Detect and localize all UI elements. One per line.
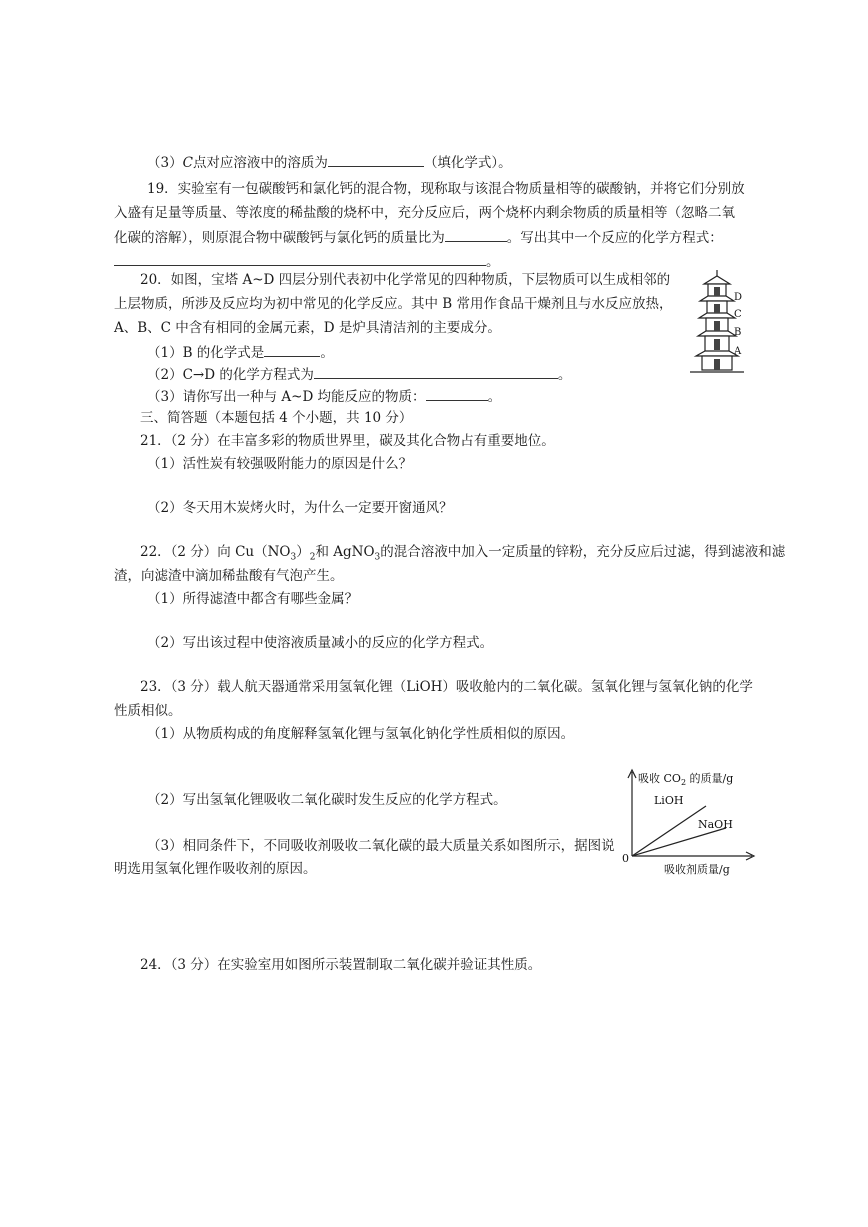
q22-part1: （1）所得滤渣中都含有哪些金属？ bbox=[147, 591, 359, 607]
answer-blank[interactable] bbox=[445, 227, 507, 242]
q19-line2: 入盛有足量等质量、等浓度的稀盐酸的烧杯中，充分反应后，两个烧杯内剩余物质的质量相等（忽略二氧 bbox=[114, 205, 735, 221]
pagoda-label-d: D bbox=[734, 292, 743, 303]
naoh-line bbox=[632, 828, 726, 856]
q20-line1: 20．如图，宝塔 A~D 四层分别代表初中化学常见的四种物质，下层物质可以生成相邻的 bbox=[140, 272, 671, 288]
q18-part3: （3）C点对应溶液中的溶质为 （填化学式）。 bbox=[147, 152, 512, 173]
lioh-line bbox=[632, 806, 706, 856]
q20-part2: （2）C→D 的化学方程式为 。 bbox=[147, 364, 571, 385]
q23-line2: 性质相似。 bbox=[114, 703, 182, 719]
answer-blank[interactable] bbox=[426, 386, 488, 401]
graph-xlabel: 吸收剂质量/g bbox=[664, 863, 730, 876]
answer-blank[interactable] bbox=[264, 342, 320, 357]
q22-part2: （2）写出该过程中使溶液质量减小的反应的化学方程式。 bbox=[147, 635, 494, 651]
series-label-naoh: NaOH bbox=[698, 818, 733, 831]
pagoda-figure bbox=[688, 268, 746, 376]
q24-stem: 24．（3 分）在实验室用如图所示装置制取二氧化碳并验证其性质。 bbox=[140, 957, 542, 973]
pagoda-label-a: A bbox=[734, 346, 742, 357]
q20-part1: （1）B 的化学式是 。 bbox=[147, 342, 334, 363]
q23-line1: 23．（3 分）载人航天器通常采用氢氧化锂（LiOH）吸收舱内的二氧化碳。氢氧化锂与氢氧化钠的化学 bbox=[140, 679, 753, 695]
q21-stem: 21．（2 分）在丰富多彩的物质世界里，碳及其化合物占有重要地位。 bbox=[140, 433, 555, 449]
answer-blank[interactable] bbox=[114, 251, 486, 266]
q19-line3: 化碳的溶解），则原混合物中碳酸钙与氯化钙的质量比为 。写出其中一个反应的化学方程式： bbox=[114, 227, 723, 248]
series-label-lioh: LiOH bbox=[654, 794, 684, 807]
q21-part1: （1）活性炭有较强吸附能力的原因是什么？ bbox=[147, 456, 413, 472]
pagoda-label-c: C bbox=[734, 309, 742, 320]
q23-part3-line2: 明选用氢氧化锂作吸收剂的原因。 bbox=[114, 861, 317, 877]
door-a bbox=[714, 339, 720, 350]
q22-line1: 22．（2 分）向 $Cu(NO_3)_2$和 AgNO$_3$的混合溶液中加入一定质量的锌粉，充分反应后过滤，得到滤液和滤 bbox=[140, 544, 786, 563]
q23-part2: （2）写出氢氧化锂吸收二氧化碳时发生反应的化学方程式。 bbox=[147, 792, 507, 808]
q19-line4: 。 bbox=[114, 251, 500, 272]
absorption-graph bbox=[618, 766, 763, 878]
q19-line1: 19．实验室有一包碳酸钙和氯化钙的混合物，现称取与该混合物质量相等的碳酸钠，并将它们分别放 bbox=[147, 181, 745, 197]
pagoda-label-b: B bbox=[734, 327, 742, 338]
q20-line2: 上层物质，所涉及反应均为初中常见的化学反应。其中 B 常用作食品干燥剂且与水反应放热， bbox=[114, 296, 673, 312]
answer-blank[interactable] bbox=[328, 152, 424, 167]
door-d bbox=[714, 287, 720, 296]
q21-part2: （2）冬天用木炭烤火时，为什么一定要开窗通风？ bbox=[147, 500, 453, 516]
base-door bbox=[714, 359, 720, 370]
graph-ylabel: 吸收 $CO_2$ 的质量/g bbox=[638, 772, 734, 787]
answer-blank[interactable] bbox=[314, 364, 558, 379]
q23-part3-line1: （3）相同条件下，不同吸收剂吸收二氧化碳的最大质量关系如图所示，据图说 bbox=[147, 838, 615, 854]
graph-origin: 0 bbox=[622, 852, 629, 865]
q20-line3: A、B、C 中含有相同的金属元素，D 是炉具清洁剂的主要成分。 bbox=[114, 320, 501, 336]
door-c bbox=[714, 304, 720, 313]
q20-part3: （3）请你写出一种与 A~D 均能反应的物质： 。 bbox=[147, 386, 501, 407]
door-b bbox=[714, 321, 720, 331]
section-heading: 三、简答题（本题包括 4 个小题，共 10 分） bbox=[140, 410, 413, 426]
q23-part1: （1）从物质构成的角度解释氢氧化锂与氢氧化钠化学性质相似的原因。 bbox=[147, 726, 575, 742]
q22-line2: 渣，向滤渣中滴加稀盐酸有气泡产生。 bbox=[114, 568, 344, 584]
